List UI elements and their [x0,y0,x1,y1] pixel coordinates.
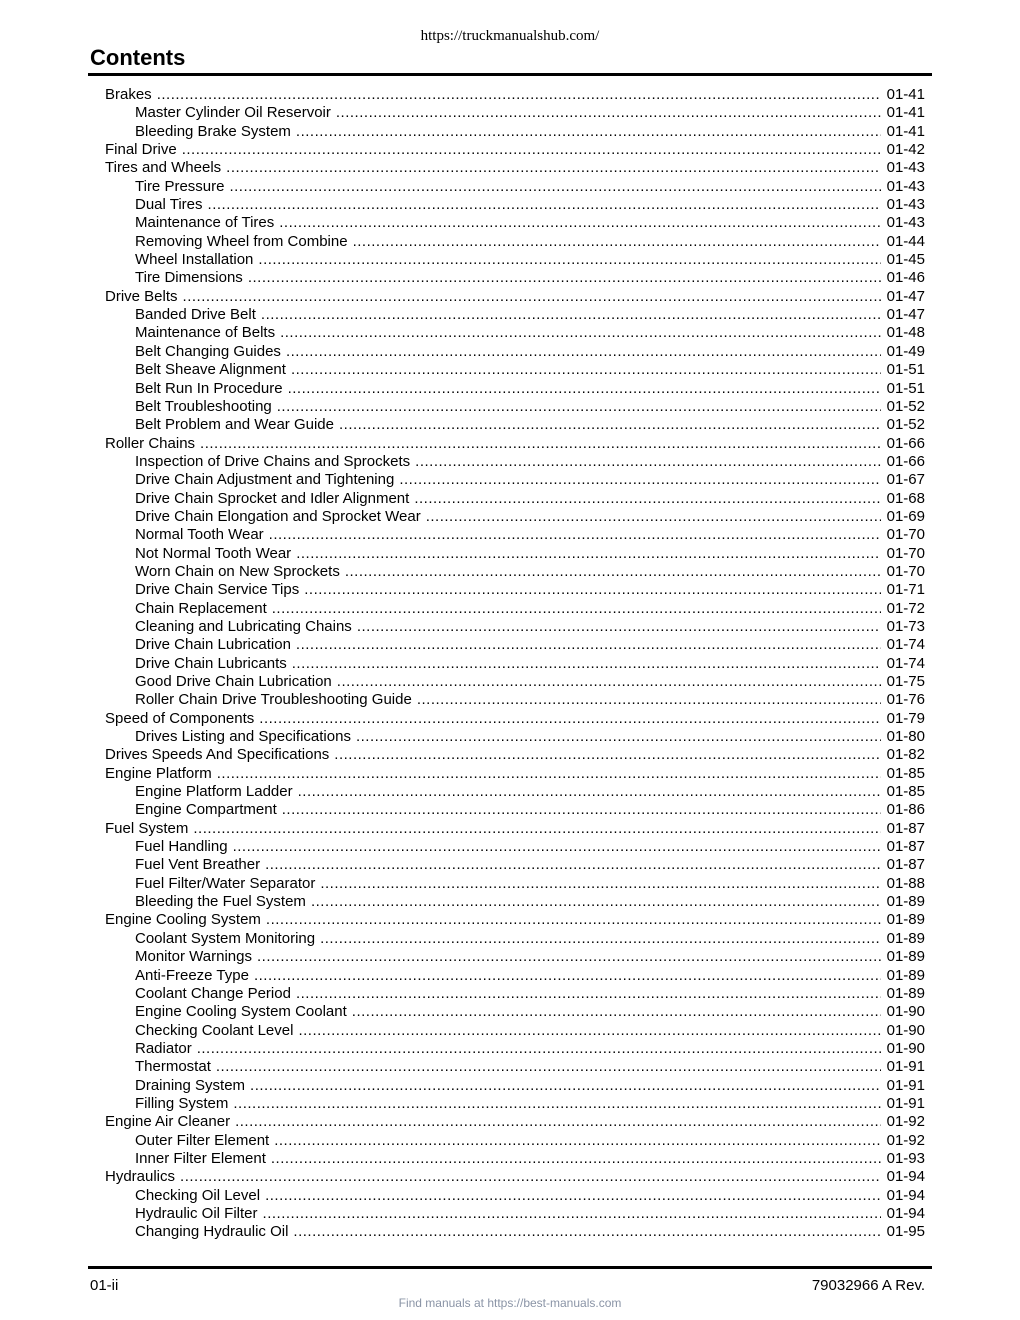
source-url[interactable]: https://truckmanualshub.com/ [420,28,600,44]
toc-leader-dots [200,435,881,453]
toc-entry-label: Final Drive [105,141,177,159]
toc-entry[interactable] [105,288,925,306]
toc-leader-dots [182,141,881,159]
toc-leader-dots [272,600,881,618]
toc-leader-dots [320,875,880,893]
toc-entry-label: Tire Dimensions [135,269,243,287]
toc-entry[interactable] [105,930,925,948]
toc-leader-dots [183,288,881,306]
toc-entry-page: 01-68 [886,489,925,507]
toc-entry-label: Engine Platform [105,764,212,782]
toc-entry-label: Belt Problem and Wear Guide [135,416,334,434]
toc-entry[interactable] [105,453,925,471]
toc-leader-dots [337,673,881,691]
toc-leader-dots [399,471,880,489]
toc-entry-label: Hydraulics [105,1168,176,1186]
toc-entry-page: 01-41 [886,86,925,103]
toc-entry-label: Fuel Handling [135,838,228,856]
toc-entry[interactable] [105,948,925,966]
toc-entry[interactable] [105,1113,925,1131]
toc-entry-label: Tires and Wheels [105,159,222,177]
toc-entry[interactable] [105,581,925,599]
toc-entry-page: 01-89 [886,966,925,984]
toc-entry-label: Roller Chains [105,434,196,452]
toc-entry-label: Inner Filter Element [135,1149,266,1167]
toc-leader-dots [235,1113,881,1131]
toc-entry[interactable] [105,398,925,416]
toc-entry-page: 01-43 [886,159,925,177]
toc-leader-dots [311,893,881,911]
toc-entry[interactable] [105,1058,925,1076]
toc-entry-label: Outer Filter Element [135,1131,270,1149]
toc-entry-label: Drive Chain Sprocket and Idler Alignment [135,489,410,507]
toc-leader-dots [269,526,881,544]
toc-entry[interactable] [105,380,925,398]
toc-entry-label: Banded Drive Belt [135,306,256,324]
toc-entry-page: 01-52 [886,416,925,434]
toc-entry-page: 01-89 [886,948,925,966]
toc-leader-dots [296,123,881,141]
toc-entry-page: 01-51 [886,361,925,379]
toc-entry[interactable] [105,416,925,434]
toc-entry[interactable] [105,471,925,489]
toc-leader-dots [263,1205,881,1223]
toc-entry[interactable] [105,251,925,269]
toc-entry-label: Monitor Warnings [135,948,252,966]
toc-entry-page: 01-95 [886,1223,925,1241]
toc-entry-label: Fuel Vent Breather [135,856,261,874]
toc-entry-label: Speed of Components [105,709,255,727]
toc-leader-dots [288,380,881,398]
toc-entry-page: 01-45 [886,251,925,269]
toc-entry-label: Inspection of Drive Chains and Sprockets [135,452,411,470]
toc-entry-label: Drives Speeds And Specifications [105,746,330,764]
toc-entry-page: 01-72 [886,599,925,617]
toc-entry[interactable] [105,306,925,324]
footer-link[interactable]: Find manuals at https://best-manuals.com [398,1296,622,1310]
toc-entry-label: Roller Chain Drive Troubleshooting Guide [135,691,412,709]
toc-leader-dots [257,948,881,966]
toc-entry-page: 01-43 [886,214,925,232]
toc-entry-page: 01-94 [886,1204,925,1222]
toc-leader-dots [334,746,880,764]
toc-leader-dots [279,214,880,232]
toc-entry-page: 01-89 [886,893,925,911]
toc-entry[interactable] [105,178,925,196]
toc-leader-dots [296,545,880,563]
toc-leader-dots [298,1022,880,1040]
toc-leader-dots [265,1187,881,1205]
toc-entry-label: Chain Replacement [135,599,267,617]
toc-entry-label: Drive Chain Adjustment and Tightening [135,471,395,489]
toc-leader-dots [265,856,881,874]
toc-entry-page: 01-70 [886,544,925,562]
toc-leader-dots [259,710,880,728]
toc-entry-page: 01-47 [886,287,925,305]
toc-leader-dots [216,1058,881,1076]
toc-leader-dots [226,159,880,177]
toc-entry-page: 01-69 [886,507,925,525]
toc-leader-dots [208,196,881,214]
toc-entry-page: 01-75 [886,673,925,690]
toc-entry[interactable] [105,343,925,361]
toc-leader-dots [320,930,881,948]
toc-entry-label: Tire Pressure [135,177,225,195]
toc-entry-page: 01-48 [886,324,925,342]
toc-entry[interactable] [105,508,925,526]
toc-entry-page: 01-41 [886,122,925,140]
toc-entry-page: 01-70 [886,526,925,544]
toc-leader-dots [266,911,881,929]
toc-leader-dots [282,801,881,819]
toc-entry[interactable] [105,1223,925,1241]
toc-entry-label: Filling System [135,1094,229,1112]
toc-entry[interactable] [105,856,925,874]
toc-entry[interactable] [105,1168,925,1186]
toc-leader-dots [277,398,881,416]
toc-leader-dots [217,765,881,783]
toc-entry-page: 01-70 [886,562,925,580]
toc-entry-label: Anti-Freeze Type [135,966,249,984]
toc-entry-page: 01-90 [886,1021,925,1039]
toc-entry-label: Maintenance of Tires [135,214,275,232]
toc-leader-dots [280,324,881,342]
toc-entry-page: 01-79 [886,709,925,727]
toc-entry-page: 01-94 [886,1186,925,1204]
toc-entry-page: 01-41 [886,104,925,122]
toc-entry-label: Engine Cooling System Coolant [135,1003,347,1021]
toc-entry[interactable] [105,324,925,342]
toc-entry-label: Checking Oil Level [135,1186,261,1204]
toc-entry-page: 01-76 [886,691,925,709]
toc-entry[interactable] [105,783,925,801]
toc-entry-label: Belt Troubleshooting [135,397,272,415]
toc-entry-page: 01-92 [886,1113,925,1131]
toc-entry-page: 01-87 [886,838,925,856]
toc-entry[interactable] [105,104,925,122]
toc-entry-label: Normal Tooth Wear [135,526,264,544]
toc-entry-label: Not Normal Tooth Wear [135,544,292,562]
toc-entry-page: 01-73 [886,617,925,635]
toc-leader-dots [193,820,880,838]
toc-entry-page: 01-91 [886,1094,925,1112]
toc-entry-label: Bleeding Brake System [135,122,291,140]
toc-leader-dots [250,1077,881,1095]
toc-entry[interactable] [105,801,925,819]
toc-entry-page: 01-42 [886,141,925,159]
toc-entry-label: Wheel Installation [135,251,254,269]
toc-entry-page: 01-67 [886,471,925,489]
toc-entry-label: Radiator [135,1039,192,1057]
toc-entry[interactable] [105,765,925,783]
toc-entry-label: Changing Hydraulic Oil [135,1223,289,1241]
toc-leader-dots [229,178,880,196]
toc-leader-dots [298,783,881,801]
toc-entry-page: 01-87 [886,819,925,837]
toc-entry-label: Drive Chain Lubrication [135,636,291,654]
toc-entry-page: 01-85 [886,764,925,782]
toc-entry[interactable] [105,1077,925,1095]
toc-entry-label: Coolant System Monitoring [135,929,316,947]
toc-entry-page: 01-43 [886,177,925,195]
toc-entry[interactable] [105,123,925,141]
toc-entry[interactable] [105,233,925,251]
toc-entry-label: Fuel Filter/Water Separator [135,874,316,892]
toc-entry[interactable] [105,673,925,691]
toc-entry[interactable] [105,159,925,177]
toc-entry[interactable] [105,1095,925,1113]
toc-entry-label: Engine Cooling System [105,911,261,929]
toc-leader-dots [414,490,880,508]
toc-leader-dots [261,306,881,324]
toc-entry-page: 01-74 [886,636,925,654]
toc-entry-page: 01-52 [886,397,925,415]
toc-leader-dots [339,416,881,434]
toc-entry-label: Engine Compartment [135,801,277,819]
toc-entry[interactable] [105,196,925,214]
toc-entry-page: 01-66 [886,452,925,470]
toc-leader-dots [248,269,881,287]
toc-entry[interactable] [105,1132,925,1150]
toc-entry-label: Thermostat [135,1058,211,1076]
toc-entry-page: 01-49 [886,342,925,360]
toc-entry-label: Hydraulic Oil Filter [135,1204,258,1222]
toc-leader-dots [258,251,880,269]
toc-entry[interactable] [105,1150,925,1168]
header-divider [88,73,932,76]
toc-entry[interactable] [105,838,925,856]
toc-leader-dots [291,361,881,379]
toc-entry-page: 01-86 [886,801,925,819]
footer-doc-number: 79032966 A Rev. [811,1277,925,1294]
toc-entry-label: Draining System [135,1076,246,1094]
toc-entry[interactable] [105,746,925,764]
toc-entry-label: Checking Coolant Level [135,1021,294,1039]
toc-leader-dots [197,1040,881,1058]
toc-entry-page: 01-66 [886,434,925,452]
toc-entry[interactable] [105,1187,925,1205]
toc-leader-dots [233,1095,880,1113]
toc-entry-label: Belt Sheave Alignment [135,361,286,379]
toc-entry-label: Engine Platform Ladder [135,783,293,801]
toc-leader-dots [417,691,881,709]
toc-entry[interactable] [105,141,925,159]
toc-entry[interactable] [105,214,925,232]
toc-entry[interactable] [105,728,925,746]
toc-leader-dots [304,581,880,599]
toc-entry[interactable] [105,269,925,287]
toc-entry-label: Master Cylinder Oil Reservoir [135,104,331,122]
toc-leader-dots [336,104,881,122]
toc-leader-dots [292,655,881,673]
toc-leader-dots [180,1168,881,1186]
toc-entry[interactable] [105,967,925,985]
toc-entry-label: Brakes [105,86,152,103]
toc-leader-dots [345,563,881,581]
toc-leader-dots [233,838,881,856]
toc-entry-label: Dual Tires [135,196,203,214]
toc-entry-page: 01-93 [886,1149,925,1167]
toc-leader-dots [293,1223,880,1241]
toc-entry-page: 01-80 [886,728,925,746]
toc-entry-label: Good Drive Chain Lubrication [135,673,332,690]
toc-entry[interactable] [105,911,925,929]
toc-entry[interactable] [105,655,925,673]
toc-entry[interactable] [105,435,925,453]
toc-entry[interactable] [105,820,925,838]
toc-leader-dots [352,1003,881,1021]
toc-entry-label: Removing Wheel from Combine [135,232,348,250]
toc-entry[interactable] [105,490,925,508]
toc-entry-page: 01-89 [886,911,925,929]
toc-entry-page: 01-90 [886,1039,925,1057]
toc-leader-dots [274,1132,880,1150]
toc-entry[interactable] [105,563,925,581]
footer-page-number: 01-ii [90,1277,119,1294]
toc-entry-label: Worn Chain on New Sprockets [135,562,340,580]
toc-entry-page: 01-47 [886,306,925,324]
toc-entry[interactable] [105,618,925,636]
toc-entry-page: 01-92 [886,1131,925,1149]
toc-leader-dots [296,636,881,654]
toc-entry-page: 01-94 [886,1168,925,1186]
toc-entry-page: 01-85 [886,783,925,801]
toc-entry[interactable] [105,1003,925,1021]
toc-entry[interactable] [105,1205,925,1223]
toc-entry-page: 01-82 [886,746,925,764]
toc-entry-page: 01-87 [886,856,925,874]
toc-entry[interactable] [105,875,925,893]
toc-entry[interactable] [105,545,925,563]
toc-entry[interactable] [105,1022,925,1040]
toc-entry-page: 01-91 [886,1076,925,1094]
toc-entry[interactable] [105,1040,925,1058]
toc-entry[interactable] [105,691,925,709]
toc-entry-label: Bleeding the Fuel System [135,893,306,911]
page-title: Contents [90,45,186,70]
toc-entry-label: Drive Chain Elongation and Sprocket Wear [135,507,421,525]
toc-entry-page: 01-71 [886,581,925,599]
toc-entry[interactable] [105,710,925,728]
toc-entry-page: 01-43 [886,196,925,214]
toc-leader-dots [357,618,881,636]
toc-entry-page: 01-91 [886,1058,925,1076]
toc-entry-label: Engine Air Cleaner [105,1113,231,1131]
toc-entry-label: Drives Listing and Specifications [135,728,351,746]
toc-leader-dots [157,86,881,104]
footer-divider [88,1266,932,1269]
toc-entry-page: 01-74 [886,654,925,672]
toc-entry-page: 01-90 [886,1003,925,1021]
toc-entry[interactable] [105,636,925,654]
toc-entry-page: 01-89 [886,929,925,947]
toc-entry[interactable] [105,526,925,544]
toc-entry-page: 01-44 [886,232,925,250]
toc-leader-dots [426,508,881,526]
toc-leader-dots [286,343,881,361]
toc-leader-dots [356,728,881,746]
toc-entry[interactable] [105,893,925,911]
toc-entry[interactable] [105,86,925,104]
toc-entry-label: Belt Changing Guides [135,342,281,360]
toc-leader-dots [271,1150,881,1168]
toc-leader-dots [353,233,881,251]
toc-entry-label: Coolant Change Period [135,984,291,1002]
toc-entry[interactable] [105,361,925,379]
toc-entry[interactable] [105,600,925,618]
toc-entry-label: Fuel System [105,819,189,837]
toc-entry-page: 01-89 [886,984,925,1002]
toc-entry-page: 01-51 [886,379,925,397]
toc-entry[interactable] [105,985,925,1003]
toc-entry-label: Drive Chain Lubricants [135,654,287,672]
toc-entry-label: Cleaning and Lubricating Chains [135,617,352,635]
toc-entry-label: Drive Belts [105,287,178,305]
toc-leader-dots [296,985,881,1003]
toc-entry-page: 01-46 [886,269,925,287]
toc-leader-dots [415,453,880,471]
toc-entry-label: Drive Chain Service Tips [135,581,300,599]
toc-entry-label: Belt Run In Procedure [135,379,283,397]
toc-entry-page: 01-88 [886,874,925,892]
toc-entry-label: Maintenance of Belts [135,324,276,342]
toc-leader-dots [254,967,881,985]
table-of-contents [105,86,925,1242]
